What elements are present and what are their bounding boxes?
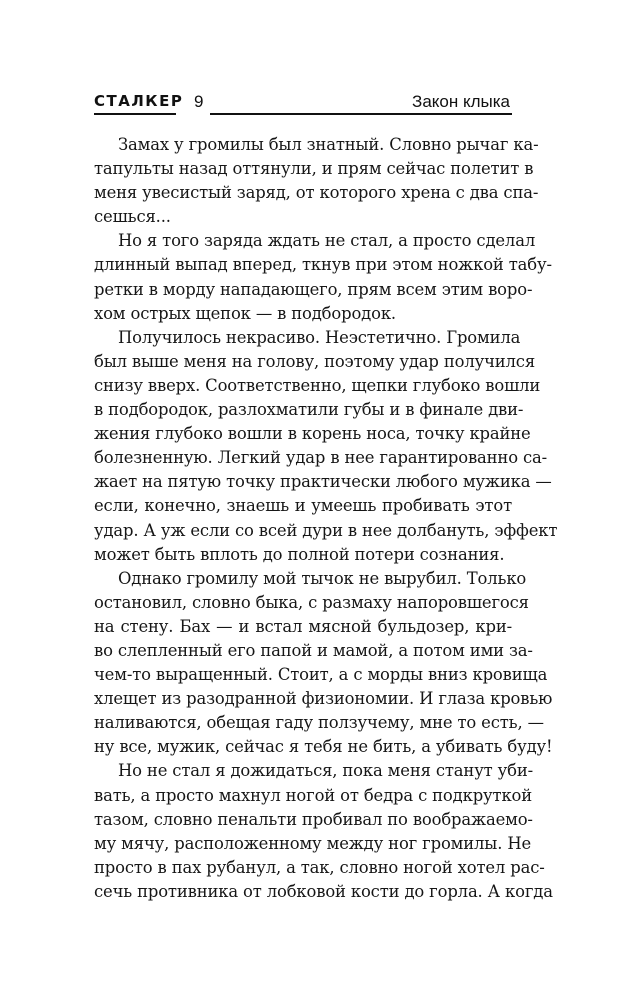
text-line: Но не стал я дожидаться, пока меня станут уби-: [118, 761, 534, 781]
text-line: был выше меня на голову, поэтому удар получился: [94, 351, 536, 371]
text-line: удар. А уж если со всей дури в нее долбануть, эффект: [94, 520, 558, 540]
text-line: в подбородок, разлохматили губы и в финале дви-: [94, 400, 524, 420]
text-line: меня увесистый заряд, от которого хрена с два спа-: [94, 183, 539, 203]
text-line: остановил, словно быка, с размаху напоровшегося: [94, 592, 529, 612]
text-line: болезненную. Легкий удар в нее гарантированно са-: [94, 448, 548, 468]
text-line: хлещет из разодранной физиономии. И глаза кровью: [94, 689, 553, 709]
text-line: ретки в морду нападающего, прям всем этим воро-: [94, 279, 533, 299]
text-line: сешься...: [94, 207, 171, 227]
text-line: му мячу, расположенному между ног громилы. Не: [94, 833, 532, 853]
text-line: вать, а просто махнул ногой от бедра с подкруткой: [94, 785, 533, 805]
text-line: может быть вплоть до полной потери сознания.: [94, 544, 505, 564]
text-line: ну все, мужик, сейчас я тебя не бить, а убивать буду!: [94, 737, 553, 757]
text-line: просто в пах рубанул, а так, словно ногой хотел рас-: [94, 857, 545, 877]
text-line: на стену. Бах — и встал мясной бульдозер, кри-: [94, 616, 512, 636]
text-line: Замах у громилы был знатный. Словно рычаг ка-: [118, 135, 539, 154]
text-line: чем-то выращенный. Стоит, а с морды вниз кровища: [94, 665, 548, 685]
text-line: длинный выпад вперед, ткнув при этом ножкой табу-: [94, 255, 552, 275]
text-line: наливаются, обещая гаду ползучему, мне то есть, —: [94, 713, 544, 733]
header-rule-right: [210, 113, 512, 115]
header-rule-left: [94, 113, 176, 115]
text-line: Но я того заряда ждать не стал, а просто сделал: [118, 231, 536, 251]
text-line: хом острых щепок — в подбородок.: [94, 303, 396, 323]
running-header: [94, 92, 512, 118]
book-title: Закон клыка: [412, 92, 510, 111]
text-line: снизу вверх. Соответственно, щепки глубоко вошли: [94, 375, 541, 395]
text-line: сечь противника от лобковой кости до горла. А когда: [94, 881, 553, 901]
text-line: тазом, словно пенальти пробивал по воображаемо-: [94, 809, 533, 829]
text-line: жает на пятую точку практически любого мужика —: [94, 472, 552, 492]
text-line: жения глубоко вошли в корень носа, точку крайне: [94, 424, 531, 444]
text-line: Получилось некрасиво. Неэстетично. Громила: [118, 327, 521, 347]
text-line: если, конечно, знаешь и умеешь пробивать этот: [94, 496, 512, 516]
series-title: СТАЛКЕР: [94, 92, 184, 110]
text-line: во слепленный его папой и мамой, а потом ими за-: [94, 640, 533, 660]
page-number: 9: [194, 92, 204, 111]
body-text: [94, 133, 558, 904]
text-line: Однако громилу мой тычок не вырубил. Только: [118, 568, 527, 588]
text-line: тапульты назад оттянули, и прям сейчас полетит в: [94, 159, 534, 179]
